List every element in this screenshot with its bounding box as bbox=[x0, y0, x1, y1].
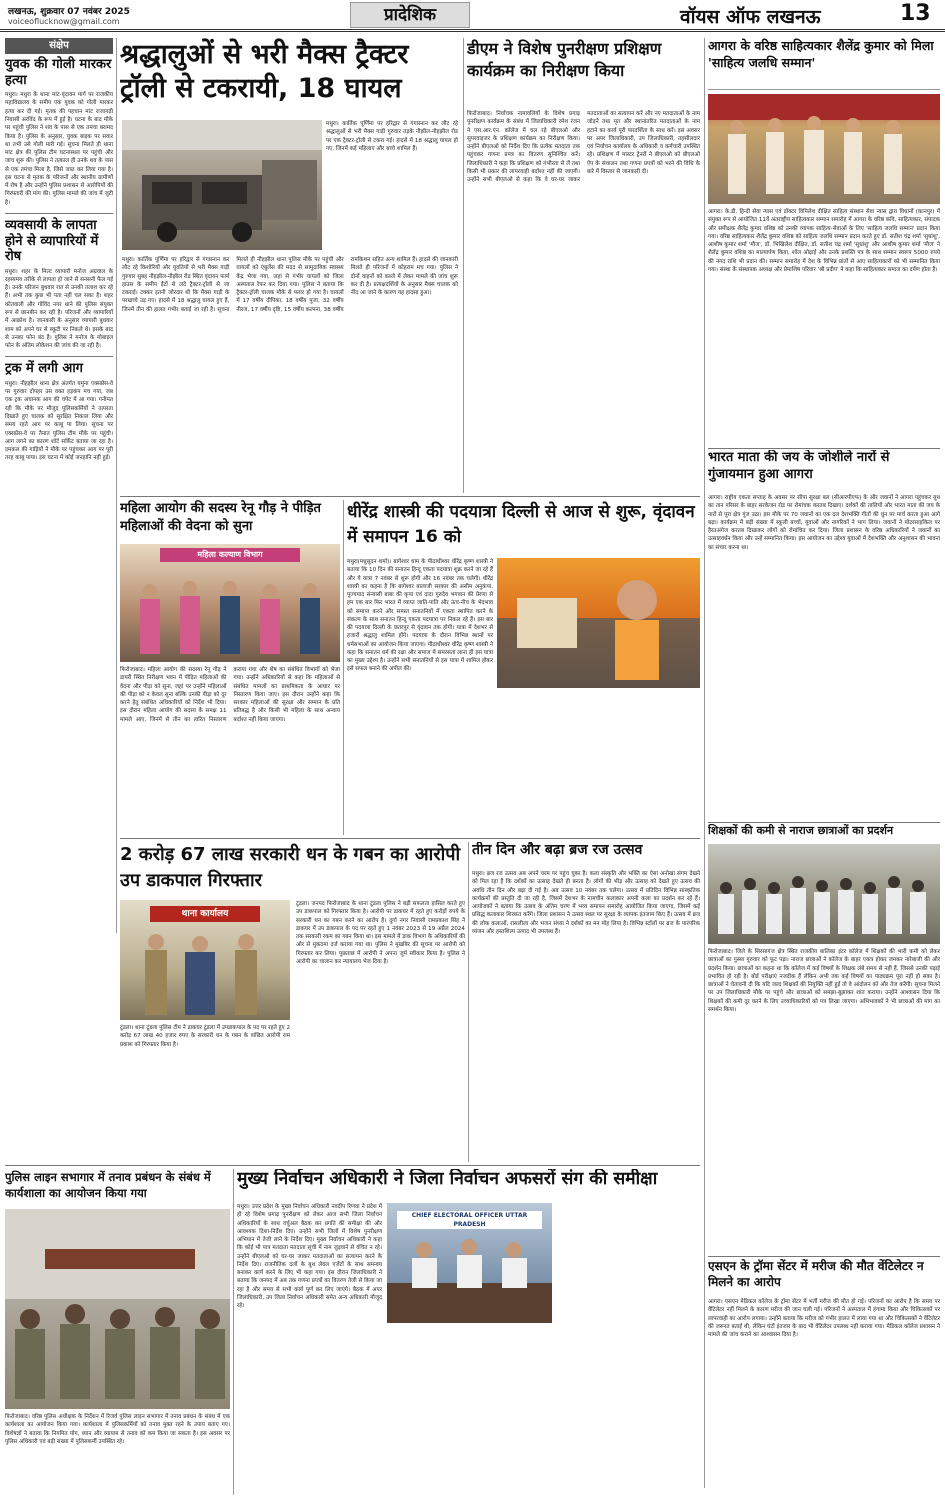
postmaster-body: टूंडला। जनपद फिरोजाबाद के थाना टूंडला पुलिस ने बड़ी सफलता हासिल करते हुए उप डाकपाल को गिरफ्तार किया है। आरोपी पर डाकघर में रहते हुए करोड़ों रुपये के सरकारी धन का गबन करने का आरोप है। दुर्गा नगर निवासी रामप्रकाश सिंह ने डाकघर में उप डाकपाल के पद पर रहते हुए 1 नवंबर 2023 से 19 अप्रैल 2024 तक सरकारी रकम का गबन किया था। इस मामले में डाक विभाग के अधिकारियों की ओर से मुकदमा दर्ज कराया गया था। पुलिस ने मुखबिर की सूचना पर आरोपी को गिरफ्तार कर लिया। पूछताछ में आरोपी ने अपना जुर्म स्वीकार किया है। पुलिस ने आरोपी का चालान कर न्यायालय भेज दिया है। bbox=[296, 901, 465, 965]
protest-headline: शिक्षकों की कमी से नाराज छात्राओं का प्रदर्शन bbox=[708, 824, 894, 837]
mahila-photo-banner: महिला कल्याण विभाग bbox=[160, 548, 300, 562]
agra-award-story bbox=[708, 38, 940, 446]
mahila-caption: फिरोजाबाद। महिला आयोग की सदस्या रेनू गौड़ ने डायरी स्थित निरीक्षण भवन में पीड़ित महिलाओं की वेदना और पीड़ा को सुना, जहां पर उन्होंने महिलाओं की पीड़ा को न केवल सुना बल्कि उनकी पीड़ा को दूर करने हेतु संबंधित अधिकारियों को निर्देश भी दिया। इस दौरान महिला आयोग की सदस्य के समक्ष 11 मामले आए, जिनमें से तीन का त्वरित निस्तारण कराया गया और शेष का संबंधित विभागों को भेजा गया। उन्होंने अधिकारियों से कहा कि महिलाओं से संबंधित मामलों का प्राथमिकता के आधार पर निस्तारण किया जाए। इस दौरान उन्होंने कहा कि सरकार महिलाओं की सुरक्षा और सम्मान के प्रति प्रतिबद्ध है और किसी भी महिला के साथ अन्याय बर्दाश्त नहीं किया जाएगा। bbox=[120, 667, 340, 723]
bharat-mata-body: आगरा। राष्ट्रीय एकता सप्ताह के अवसर पर सीपा सुरक्षा बल (सीआरपीएफ) के और जवानों ने आगरा पहुंचकर यूथ का तान परिसर के बाहर सरकेजन रोड पर रोमांचक करतब दिखाए। दर्शकों की तालियों और भारत माता की जय के नारों से पूरा क्षेत्र गूंज उठा। इस मौके पर 70 जवानों का एक दल देशभक्ति गीतों की धुन पर मार्च करता हुआ आगे बढ़ा। कार्यक्रम में बड़ी संख्या में स्कूली बच्चों, युवाओं और नागरिकों ने भाग लिया। जवानों ने मोटरसाइकिल पर हैरतअंगेज करतब दिखाकर लोगों को रोमांचित कर दिया। जिला प्रशासन के वरिष्ठ अधिकारियों ने जवानों का उत्साहवर्धन किया और उन्हें सम्मानित किया। इस आयोजन का उद्देश्य युवाओं में देशभक्ति और अनुशासन की भावना का संचार करना था। bbox=[708, 495, 940, 551]
agra-award-headline: आगरा के वरिष्ठ साहित्यकार शैलेंद्र कुमार को मिला 'साहित्य जलधि सम्मान' bbox=[708, 38, 940, 90]
accident-photo bbox=[122, 120, 322, 250]
brief-3-body: मथुरा। नौहझील थाना क्षेत्र अंतर्गत यमुना एक्सप्रेस-वे पर गुरुवार दोपहर उस वक्त हड़कंप मच गया, जब एक ट्रक अचानक आग की चपेट में आ गया। गनीमत रही कि मौके पर मौजूद पुलिसकर्मियों ने तत्परता दिखाते हुए चालक को सुरक्षित निकाल लिया और समय रहते आग पर काबू पा लिया। सूचना पर एक्सप्रेस-वे पर तैनात पुलिस टीम मौके पर पहुंची। आग लगने का कारण शॉर्ट सर्किट बताया जा रहा है। दमकल की गाड़ियों ने मौके पर पहुंचकर आग पर पूरी तरह काबू पाया। इस घटना में कोई जनहानि नहीं हुई। bbox=[5, 380, 113, 462]
agra-award-body: आगरा। के.डी. हिन्दी सेवा न्यास एवं डॉक्टर विपिलेश दीक्षित साहित्य संस्थान सेवा न्यास द्वारा विधानों (कानपुर) में संयुक्त रूप से आयोजित 11वें अंतराष्ट्रीय साहित्यकार सम्मान समारोह में आगरा के वरिष्ठ कवि, साहित्यकार, संपादक और समीक्षक शैलेंद्र कुमार वशिष्ठ को उनकी व्यापक साहित्य-सेवाओं के लिए 'साहित्य जलधि सम्मान' प्रदान किया गया। वरिष्ठ साहित्यकार शैलेंद्र कुमार वशिष्ठ को साहित्य जलधि सम्मान प्रदान करते हुए डॉ. सतीश चंद्र शर्मा 'सुधांशु', आशीष कुमार शर्मा 'मौज', डॉ. भिखिलेश दीक्षित, डॉ. सतीश चंद्र शर्मा 'सुधांशु' और आशीष कुमार शर्मा 'मौज' ने शैलेंद्र कुमार वशिष्ठ का माल्यार्पण किया, शॉल ओढ़ाई और उनके प्रशस्ति पत्र के साथ सम्मान स्वरूप 5000 रुपये की नगद राशि भी प्रदान की। सम्मान समारोह में देश के विभिन्न प्रांतों से आए साहित्यकारों को भी सम्मानित किया गया। संस्था के संस्थापक अध्यक्ष और प्रेमाशिष परिवार 'श्री प्रदीप' ने कहा कि साहित्यकार समाज का दर्पण होता है। bbox=[708, 209, 940, 273]
briefs-column bbox=[5, 38, 113, 933]
ceo-review-story bbox=[237, 1169, 700, 1495]
brief-3-title: ट्रक में लगी आग bbox=[5, 361, 83, 377]
section-label: प्रादेशिक bbox=[350, 2, 470, 28]
dm-body: फिरोजाबाद। निर्वाचक नामावलियों के विशेष प्रगाढ़ पुनरीक्षण कार्यक्रम के संबंध में जिलाधिकारी रमेश रंजन ने एस.आर.एन. कॉलेज में चल रहे बीएलओ और सुपरवाइजर के प्रशिक्षण कार्यक्रम का निरीक्षण किया। उन्होंने बीएलओ को निर्देश दिए कि प्रत्येक मतदाता तक पहुंचकर गणना प्रपत्र का वितरण सुनिश्चित करें। जिलाधिकारी ने कहा कि प्रशिक्षण को गंभीरता से लें तथा किसी भी प्रकार की लापरवाही बर्दाश्त नहीं की जाएगी। उन्होंने सभी बीएलओ से कहा कि वे घर-घर जाकर मतदाताओं का सत्यापन करें और नए मतदाताओं के नाम जोड़ने तथा मृत और स्थानांतरित मतदाताओं के नाम हटाने का कार्य पूरी पारदर्शिता के साथ करें। इस अवसर पर अपर जिलाधिकारी, उप जिलाधिकारी, तहसीलदार एवं निर्वाचन कार्यालय के अधिकारी व कर्मचारी उपस्थित रहे। प्रशिक्षण में मास्टर ट्रेनरों ने बीएलओ को बीएलओ ऐप के संचालन तथा गणना प्रपत्रों को भरने की विधि के बारे में विस्तार से जानकारी दी। bbox=[467, 111, 700, 184]
masthead bbox=[0, 0, 945, 32]
dhirendra-headline: धीरेंद्र शास्त्री की पदयात्रा दिल्ली से आज से शुरू, वृंदावन में समापन 16 को bbox=[347, 502, 695, 547]
mahila-story bbox=[120, 500, 340, 835]
issue-date: लखनऊ, शुक्रवार 07 नवंबर 2025 bbox=[8, 7, 130, 17]
dhirendra-body: मथुरा(मधुसूदन शर्मा)। बागेश्वर धाम के पीठाधीश्वर धीरेंद्र कृष्ण शास्त्री ने बताया कि 10 दिन की सनातन हिन्दू एकता पदयात्रा शुक्र करने जा रहे हैं और ये यात्रा 7 नवंबर से शुरू होगी और 16 नवंबर तक चलेगी। धीरेंद्र शास्त्री का कहना है कि बागेश्वर बालाजी सरकार की असीम अनुकंपा, पूज्यपाद संन्यासी बाबा की कृपा एवं दादा गुरुदेव भगवान की प्रेरणा से हम एक बार फिर भारत में व्याप्त जाति-पाति और ऊंच-नीच के भेदभाव को समाप्त करने और समस्त सनातनियों में एकता स्थापित करने के संकल्प के साथ सनातन हिन्दू एकता पदयात्रा पर निकल रहे हैं। इस बार की पदयात्रा दिल्ली के छतरपुर से वृंदावन तक होगी। यात्रा में देशभर से हजारों श्रद्धालु शामिल होंगे। पदयात्रा के दौरान विभिन्न स्थानों पर धर्मसभाओं का आयोजन किया जाएगा। पीठाधीश्वर धीरेंद्र कृष्ण शास्त्री ने कहा कि सनातन धर्म की रक्षा और समाज में समरसता लाना ही इस यात्रा का मुख्य उद्देश्य है। उन्होंने सभी सनातनियों से इस यात्रा में शामिल होकर इसे सफल बनाने की अपील की। bbox=[347, 559, 493, 673]
padyatra-photo bbox=[497, 558, 700, 688]
student-protest-photo bbox=[708, 844, 940, 944]
police-workshop-headline: पुलिस लाइन सभागार में तनाव प्रबंधन के संबंध में कार्यशाला का आयोजन किया गया bbox=[5, 1170, 211, 1201]
ceo-meeting-photo bbox=[387, 1203, 552, 1323]
brief-1-title: युवक की गोली मारकर हत्या bbox=[5, 57, 112, 88]
postmaster-caption: टूंडला। थाना टूंडला पुलिस टीम ने डाकघर टूंडला में उपडाकपाल के पद पर रहते हुए 2 करोड़ 67 लाख 40 हजार रुपए के सरकारी धन के गबन के वांछित आरोपी राम प्रकाश को गिरफ्तार किया है। bbox=[120, 1025, 290, 1048]
dhirendra-story bbox=[347, 500, 700, 835]
braj-body: मथुरा। ब्रज रज उत्सव अब अपने चरम पर पहुंच चुका है। कला संस्कृति और भक्ति का ऐसा अनोखा संगम देखने को मिल रहा है कि दर्शकों का उत्साह देखते ही बनता है। लोगों की भीड़ और उत्साह को देखते हुए उत्सव की अवधि तीन दिन और बढ़ा दी गई है। अब उत्सव 10 नवंबर तक चलेगा। उत्सव में प्रतिदिन विभिन्न सांस्कृतिक कार्यक्रमों की प्रस्तुति दी जा रही है, जिसमें देशभर के नामचीन कलाकार अपनी कला का प्रदर्शन कर रहे हैं। आयोजकों ने बताया कि उत्सव के अंतिम चरण में भव्य समापन समारोह आयोजित किया जाएगा, जिसमें कई प्रसिद्ध कलाकार शिरकत करेंगे। जिला प्रशासन ने उत्सव स्थल पर सुरक्षा के व्यापक इंतजाम किए हैं। उत्सव में ब्रज की लोक कलाओं, रासलीला और भजन संध्या ने दर्शकों का मन मोह लिया है। विभिन्न स्टॉलों पर ब्रज के पारंपरिक व्यंजन और हस्तशिल्प उत्पाद भी उपलब्ध हैं। bbox=[472, 871, 700, 935]
workshop-photo bbox=[5, 1209, 230, 1409]
braj-story bbox=[472, 842, 700, 1162]
braj-headline: तीन दिन और बढ़ा ब्रज रज उत्सव bbox=[472, 842, 643, 858]
trauma-body: आगरा। एसएन मेडिकल कॉलेज के ट्रॉमा सेंटर में भर्ती मरीज की मौत हो गई। परिजनों का आरोप है कि समय पर वेंटिलेटर नहीं मिलने के कारण मरीज की जान चली गई। परिजनों ने अस्पताल में हंगामा किया और चिकित्सकों पर लापरवाही का आरोप लगाया। उन्होंने बताया कि मरीज को गंभीर हालत में लाया गया था और चिकित्सकों ने वेंटिलेटर की जरूरत बताई थी, लेकिन घंटों इंतजार के बाद भी वेंटिलेटर उपलब्ध नहीं कराया गया। मेडिकल कॉलेज प्रशासन ने मामले की जांच कराने का आश्वासन दिया है। bbox=[708, 1299, 940, 1339]
lead-headline: श्रद्धालुओं से भरी मैक्स ट्रैक्टर ट्रॉली से टकरायी, 18 घायल bbox=[120, 39, 409, 104]
briefs-label: संक्षेप bbox=[5, 38, 113, 54]
newspaper-brand: वॉयस ऑफ लखनऊ bbox=[680, 6, 821, 28]
police-photo-banner: थाना कार्यालय bbox=[150, 906, 260, 922]
award-ceremony-photo bbox=[708, 94, 940, 204]
contact-email[interactable]: voiceoflucknow@gmail.com bbox=[8, 17, 120, 26]
trauma-story bbox=[708, 1258, 940, 1493]
police-workshop-story bbox=[5, 1169, 230, 1495]
brief-1-body: मथुरा। मथुरा के थाना मांट-वृंदावन मार्ग पर राजकीय महाविद्यालय के समीप एक युवक को गोली मारकर हत्या कर दी गई। मृतक की पहचान मांट राजागढ़ी निवासी अरविंद के रूप में हुई है। घटना के बाद मौके पर पहुंची पुलिस ने शव के पास से एक तमंचा बरामद किया है। पुलिस के अनुसार, युवक बाइक पर सवार था तभी उसे गोली मारी गई। सूचना मिलते ही थाना मांट क्षेत्र की पुलिस टीम घटनास्थल पर पहुंची और जांच शुरू की। पुलिस ने तत्काल ही उनके शव के पास से एक तमंचा मिला है, जिसे जब्त कर लिया गया है। इस घटना से मृतक के परिजनों और स्थानीय ग्रामीणों में रोष है और उन्होंने पुलिस प्रशासन से आरोपियों की गिरफ्तारी की मांग की। पुलिस मामले की जांच में जुटी है। bbox=[5, 92, 113, 206]
police-workshop-caption: फिरोजाबाद। वरिष्ठ पुलिस अधीक्षक के निर्देशन में रिजर्व पुलिस लाइन सभागार में तनाव प्रबंधन के संबंध में एक कार्यशाला का आयोजन किया गया। कार्यशाला में पुलिसकर्मियों को तनाव मुक्त रहने के उपाय बताए गए। विशेषज्ञों ने बताया कि नियमित योग, ध्यान और व्यायाम से तनाव को कम किया जा सकता है। इस अवसर पर पुलिस अधिकारी एवं बड़ी संख्या में पुलिसकर्मी उपस्थित रहे। bbox=[5, 1414, 230, 1446]
lead-photo-caption: मथुरा। कार्तिक पूर्णिमा पर हरिद्वार से गंगास्नान कर लौट रहे श्रद्धालुओं से भरी मैक्स गाड़ी गुरुवार तड़के नौझील-नौहझील रोड पर एक ट्रैक्टर-ट्रॉली से टकरा गई। हादसे में 18 श्रद्धालु घायल हो गए, जिनमें कई महिलाएं और बच्चे शामिल हैं। bbox=[326, 121, 458, 153]
ceo-photo-banner: CHIEF ELECTORAL OFFICER UTTAR PRADESH bbox=[397, 1211, 542, 1229]
lead-body: मथुरा। कार्तिक पूर्णिमा पर हरिद्वार से गंगास्नान कर लौट रहे किशोरियों और युवतियों से भरी मैक्स गाड़ी गुरुवार सुबह नौहझील-नौझील रोड स्थित वृंदावन फार्म हाउस के समीप ईंटों से लदे ट्रैक्टर-ट्रॉली से जा टकराई। टक्कर इतनी जोरदार थी कि मैक्स गाड़ी के परखच्चे उड़ गए। हादसे में 18 श्रद्धालु घायल हुए हैं, जिनमें तीन की हालत गंभीर बताई जा रही है। सूचना मिलते ही नौहझील थाना पुलिस मौके पर पहुंची और घायलों को एंबुलेंस की मदद से सामुदायिक स्वास्थ्य केंद्र भेजा गया, जहां से गंभीर घायलों को जिला अस्पताल रेफर कर दिया गया। पुलिस ने बताया कि ट्रैक्टर-ट्रॉली चालक मौके से फरार हो गया है। घायलों में 17 वर्षीय दीपिका, 18 वर्षीय पूजा, 32 वर्षीय नीरज, 17 वर्षीय दृष्टि, 15 वर्षीय कल्पना, 38 वर्षीय रामकिशन सहित अन्य शामिल हैं। हादसे की जानकारी मिलते ही परिजनों में कोहराम मच गया। पुलिस ने दोनों वाहनों को कब्जे में लेकर मामले की जांच शुरू कर दी है। प्रत्यक्षदर्शियों के अनुसार मैक्स चालक को नींद आ जाने के कारण यह हादसा हुआ। bbox=[122, 257, 458, 313]
protest-story bbox=[708, 824, 940, 1254]
lead-story bbox=[120, 38, 460, 493]
police-station-photo bbox=[120, 900, 290, 1020]
page-number: 13 bbox=[900, 1, 931, 26]
trauma-headline: एसएन के ट्रॉमा सेंटर में मरीज की मौत वेंटिलेटर न मिलने का आरोप bbox=[708, 1259, 924, 1290]
ceo-review-headline: मुख्य निर्वाचन अधिकारी ने जिला निर्वाचन अफसरों संग की समीक्षा bbox=[237, 1169, 658, 1189]
mahila-headline: महिला आयोग की सदस्य रेनू गौड़ ने पीड़ित महिलाओं की वेदना को सुना bbox=[120, 501, 321, 534]
brief-2-title: व्यवसायी के लापता होने से व्यापारियों में रोष bbox=[5, 217, 99, 265]
postmaster-headline: 2 करोड़ 67 लाख सरकारी धन के गबन का आरोपी उप डाकपाल गिरफ्तार bbox=[120, 844, 461, 892]
mahila-meeting-photo bbox=[120, 544, 340, 662]
protest-body: फिरोजाबाद। जिले के सिरसागंज क्षेत्र स्थित राजकीय बालिका इंटर कॉलेज में शिक्षकों की भारी कमी को लेकर छात्राओं का गुस्सा गुरुवार को फूट पड़ा। नाराज छात्राओं ने कॉलेज के बाहर एकत्र होकर जमकर नारेबाजी की और प्रदर्शन किया। छात्राओं का कहना था कि कॉलेज में कई विषयों के शिक्षक लंबे समय से नहीं हैं, जिससे उनकी पढ़ाई प्रभावित हो रही है। बोर्ड परीक्षाएं नजदीक हैं लेकिन अभी तक कई विषयों का पाठ्यक्रम पूरा नहीं हो सका है। छात्राओं ने चेतावनी दी कि यदि जल्द शिक्षकों की नियुक्ति नहीं हुई तो वे आंदोलन को और तेज करेंगी। सूचना मिलने पर उप जिलाधिकारी मौके पर पहुंचे और छात्राओं को समझा-बुझाकर शांत कराया। उन्होंने आश्वासन दिया कि शिक्षकों की कमी दूर करने के लिए उच्चाधिकारियों को पत्र लिखा जाएगा। अभिभावकों ने भी छात्राओं की मांग का समर्थन किया। bbox=[708, 949, 940, 1013]
dm-headline: डीएम ने विशेष पुनरीक्षण प्रशिक्षण कार्यक्रम का निरीक्षण किया bbox=[467, 39, 662, 81]
ceo-review-body: मथुरा। उत्तर प्रदेश के मुख्य निर्वाचन अधिकारी नवदीप रिणवा ने प्रदेश में हो रहे विशेष प्रगाढ़ पुनरीक्षण को लेकर आज सभी जिला निर्वाचन अधिकारियों के साथ वर्चुअल बैठक कर प्रगति की समीक्षा की और आवश्यक दिशा-निर्देश दिए। उन्होंने सभी जिलों में विशेष पुनरीक्षण अभियान में तेजी लाने के निर्देश दिए। मुख्य निर्वाचन अधिकारी ने कहा कि कोई भी पात्र मतदाता मतदाता सूची में नाम जुड़वाने से वंचित न रहे। उन्होंने बीएलओ को घर-घर जाकर मतदाताओं का सत्यापन करने के निर्देश दिए। राजनीतिक दलों के बूथ लेवल एजेंटों के साथ समन्वय बनाकर कार्य करने के लिए भी कहा गया। इस दौरान जिलाधिकारी ने बताया कि जनपद में अब तक गणना प्रपत्रों का वितरण तेजी से किया जा रहा है और समय से सभी कार्य पूर्ण कर लिए जाएंगे। बैठक में अपर जिलाधिकारी, उप जिला निर्वाचन अधिकारी समेत अन्य अधिकारी मौजूद रहे। bbox=[237, 1204, 382, 1310]
brief-2-body: मथुरा। शहर के मिल्ट व्यापारी मनोज अग्रवाल के रहस्यमय तरीके से लापता हो जाने से सनसनी फैल गई है। उनके परिजन बुधवार रात से उनकी तलाश कर रहे हैं। अभी तक कुछ भी पता नहीं चल सका है। शहर कोतवाली और गोविंद नगर थाने की पुलिस संयुक्त रूप से छानबीन कर रही है। परिजनों और व्यापारियों में आक्रोश है। जानकारी के अनुसार व्यापारी बुधवार शाम को अपने घर से स्कूटी पर निकले थे। इसके बाद से उनका फोन बंद है। पुलिस ने मनोज के मोबाइल फोन के अंतिम लोकेशन की जांच की जा रही है। bbox=[5, 268, 113, 350]
postmaster-story bbox=[120, 842, 465, 1162]
bharat-mata-story bbox=[708, 450, 940, 820]
bharat-mata-headline: भारत माता की जय के जोशीले नारों से गुंजायमान हुआ आगरा bbox=[708, 450, 890, 482]
dm-story bbox=[467, 38, 700, 493]
